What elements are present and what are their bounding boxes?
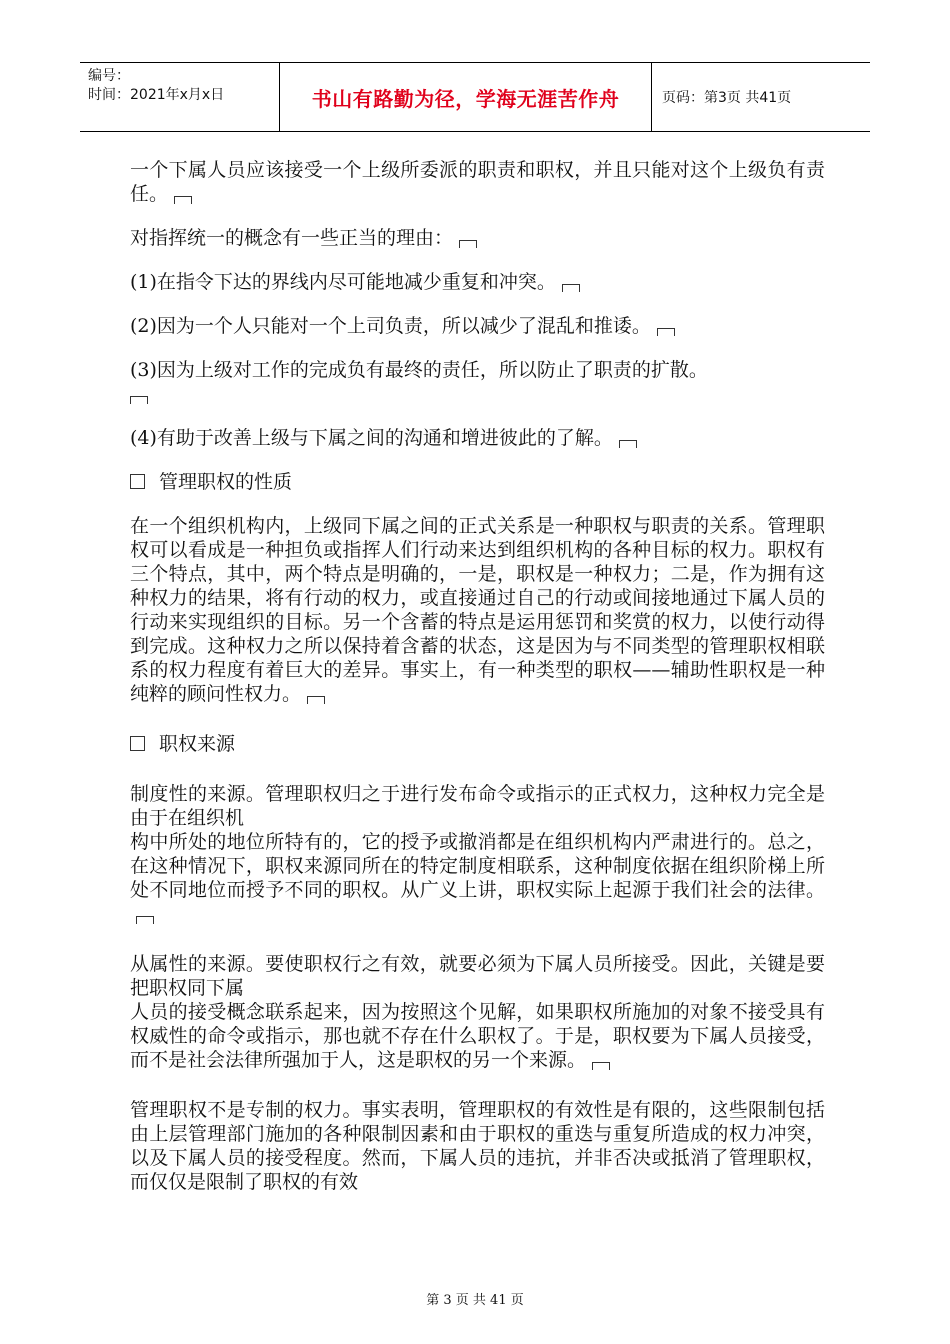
paragraph-mark-icon bbox=[657, 328, 675, 336]
paragraph-mark-icon bbox=[307, 696, 325, 704]
document-number-label: 编号： bbox=[88, 68, 130, 84]
checkbox-bullet-icon bbox=[130, 474, 145, 489]
paragraph-institutional-source: 制度性的来源。管理职权归之于进行发布命令或指示的正式权力，这种权力完全是由于在组织机 构中所处的地位所特有的，它的授予或撤消都是在组织机构内严肃进行的。总之，在这种情况下，职权来源同所在的特定制度相联系，这种制度依据在组织阶梯上所处不同地位而授予不同的职权。从广义上讲，职权实际上起源于我们社会的法律。 bbox=[130, 782, 825, 926]
page-header bbox=[80, 62, 870, 132]
paragraph-mark-icon bbox=[619, 440, 637, 448]
paragraph-subordinate-responsibility: 一个下属人员应该接受一个上级所委派的职责和职权，并且只能对这个上级负有责任。 bbox=[130, 159, 825, 205]
header-motto-cell bbox=[280, 63, 652, 131]
list-item-2: (2)因为一个人只能对一个上司负责，所以减少了混乱和推诿。 bbox=[130, 314, 825, 338]
section-heading-authority-source: 职权来源 bbox=[130, 732, 825, 756]
paragraph-mark-icon bbox=[130, 396, 148, 404]
list-item-4: (4)有助于改善上级与下属之间的沟通和增进彼此的了解。 bbox=[130, 426, 825, 450]
paragraph-subordinate-source: 从属性的来源。要使职权行之有效，就要必须为下属人员所接受。因此，关键是要把职权同下属 人员的接受概念联系起来，因为按照这个见解，如果职权所施加的对象不接受具有权威性的命令或指示，那也就不存在什么职权了。于是，职权要为下属人员接受，而不是社会法律所强加于人，这是职权的另一个来源。 bbox=[130, 953, 825, 1071]
paragraph-mark-icon bbox=[459, 240, 477, 248]
list-item-1: (1)在指令下达的界线内尽可能地减少重复和冲突。 bbox=[130, 270, 825, 294]
header-motto: 书山有路勤为径，学海无涯苦作舟 bbox=[311, 86, 620, 111]
section-heading-authority-nature: 管理职权的性质 bbox=[130, 470, 825, 494]
paragraph-mark-icon bbox=[562, 284, 580, 292]
paragraph-mark-icon bbox=[592, 1062, 610, 1070]
paragraph-authority-nature: 在一个组织机构内，上级同下属之间的正式关系是一种职权与职责的关系。管理职权可以看成是一种担负或指挥人们行动来达到组织机构的各种目标的权力。职权有三个特点，其中，两个特点是明确的，一是，职权是一种权力；二是，作为拥有这种权力的结果，将有行动的权力，或直接通过自己的行动或间接地通过下属人员的行动来实现组织的目标。另一个含蓄的特点是运用惩罚和奖赏的权力，以使行动得到完成。这种权力之所以保持着含蓄的状态，这是因为与不同类型的管理职权相联系的权力程度有着巨大的差异。事实上，有一种类型的职权——辅助性职权是一种纯粹的顾问性权力。 bbox=[130, 515, 825, 705]
paragraph-mark-icon bbox=[174, 196, 192, 204]
document-time-label: 时间：2021年x月x日 bbox=[88, 87, 225, 103]
paragraph-unity-reasons: 对指挥统一的概念有一些正当的理由： bbox=[130, 226, 825, 250]
paragraph-mark-icon bbox=[136, 916, 154, 924]
checkbox-bullet-icon bbox=[130, 736, 145, 751]
header-page-cell bbox=[652, 63, 870, 131]
list-item-3: (3)因为上级对工作的完成负有最终的责任，所以防止了职责的扩散。 bbox=[130, 358, 825, 406]
page-footer: 第 3 页 共 41 页 bbox=[426, 1293, 524, 1308]
header-page-label: 页码：第3页 共41页 bbox=[662, 90, 792, 106]
paragraph-authority-limits: 管理职权不是专制的权力。事实表明，管理职权的有效性是有限的，这些限制包括由上层管理部门施加的各种限制因素和由于职权的重迭与重复所造成的权力冲突，以及下属人员的接受程度。然而，下属人员的违抗，并非否决或抵消了管理职权，而仅仅是限制了职权的有效 bbox=[130, 1099, 825, 1193]
document-body bbox=[130, 158, 825, 1214]
header-meta bbox=[80, 63, 280, 131]
